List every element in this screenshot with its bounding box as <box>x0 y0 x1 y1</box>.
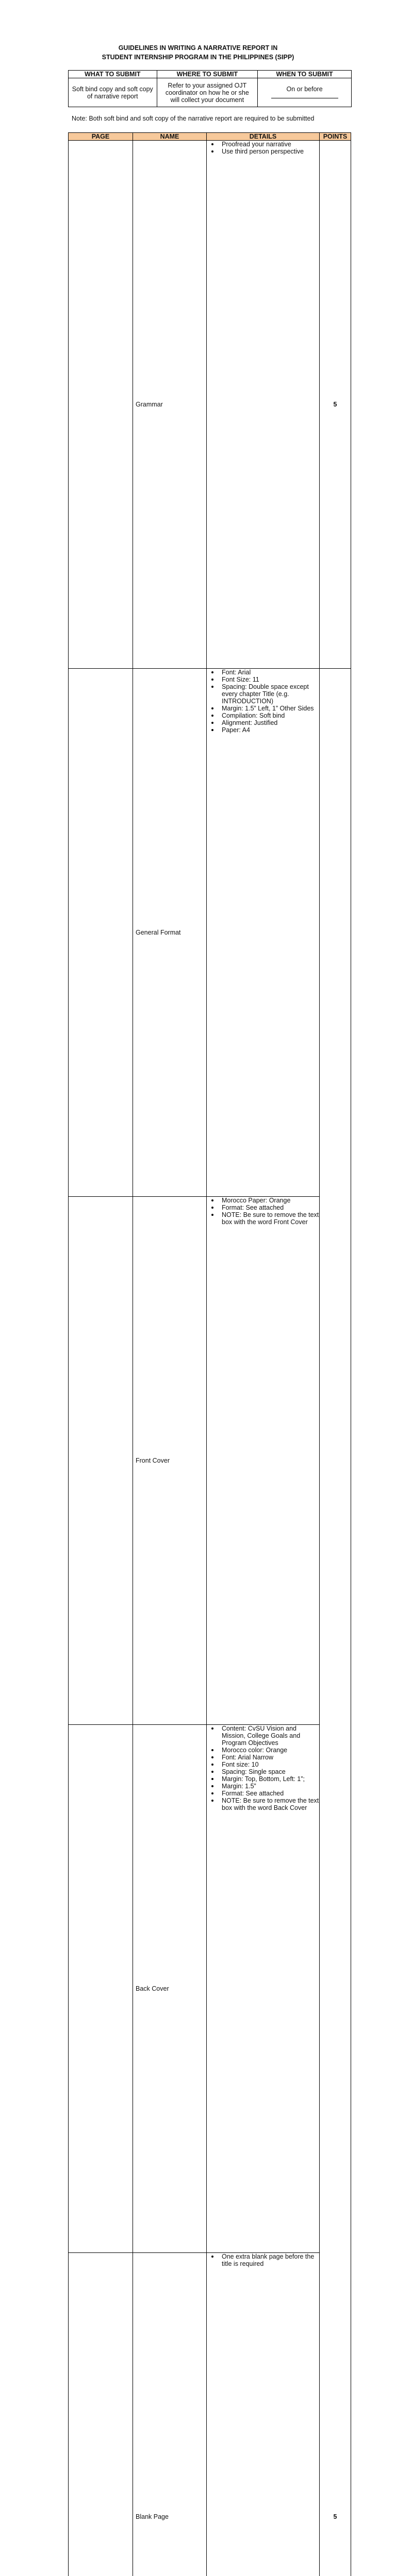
points-cell: 5 <box>320 669 351 2576</box>
detail-item: Margin: Top, Bottom, Left: 1”; <box>222 1775 319 1783</box>
name-cell: Blank Page <box>133 2253 207 2576</box>
details-cell <box>207 141 320 669</box>
header-when: WHEN TO SUBMIT <box>258 71 352 78</box>
header-name: NAME <box>133 133 207 141</box>
details-cell <box>207 1725 320 2253</box>
guidelines-body <box>69 141 351 2576</box>
document-title <box>0 43 396 62</box>
details-cell <box>207 2253 320 2576</box>
table-row <box>69 1197 351 1725</box>
header-points: POINTS <box>320 133 351 141</box>
note-text: Note: Both soft bind and soft copy of the narrative report are required to be submitted <box>72 114 360 123</box>
details-list <box>207 1725 319 1811</box>
page-cell <box>69 1725 133 2253</box>
detail-item: Format: See attached <box>222 1204 319 1211</box>
detail-item: Spacing: Single space <box>222 1768 319 1775</box>
detail-item: Proofread your narrative <box>222 141 319 148</box>
table-row <box>69 141 351 669</box>
detail-item: One extra blank page before the title is required <box>222 2253 319 2267</box>
detail-item: NOTE: Be sure to remove the text box with the word Front Cover <box>222 1211 319 1226</box>
detail-item: Format: See attached <box>222 1790 319 1797</box>
header-details: DETAILS <box>207 133 320 141</box>
table-row <box>69 2253 351 2576</box>
details-cell <box>207 669 320 1197</box>
name-cell: Back Cover <box>133 1725 207 2253</box>
table-row <box>69 1725 351 2253</box>
table-row <box>69 669 351 1197</box>
detail-item: Font: Arial Narrow <box>222 1754 319 1761</box>
details-list <box>207 669 319 734</box>
submission-row <box>69 78 352 107</box>
details-cell <box>207 1197 320 1725</box>
what-cell: Soft bind copy and soft copy of narrative report <box>69 78 157 107</box>
date-blank-line <box>271 93 338 98</box>
detail-item: Morocco color: Orange <box>222 1747 319 1754</box>
header-page: PAGE <box>69 133 133 141</box>
detail-item: Content: CvSU Vision and Mission, College Goals and Program Objectives <box>222 1725 319 1747</box>
detail-item: NOTE: Be sure to remove the text box with the word Back Cover <box>222 1797 319 1811</box>
guidelines-header-row <box>69 133 351 141</box>
page-cell <box>69 2253 133 2576</box>
submission-header-row <box>69 71 352 78</box>
detail-item: Font Size: 11 <box>222 676 319 683</box>
details-list <box>207 2253 319 2267</box>
detail-item: Spacing: Double space except every chapter Title (e.g. INTRODUCTION) <box>222 683 319 705</box>
page-cell <box>69 669 133 1197</box>
document-page <box>0 0 396 528</box>
detail-item: Font size: 10 <box>222 1761 319 1768</box>
page-cell <box>69 1197 133 1725</box>
name-cell: Front Cover <box>133 1197 207 1725</box>
when-cell <box>258 78 352 107</box>
header-what: WHAT TO SUBMIT <box>69 71 157 78</box>
points-cell: 5 <box>320 141 351 669</box>
guidelines-table <box>68 132 351 2576</box>
detail-item: Margin: 1.5” Left, 1” Other Sides <box>222 705 319 712</box>
details-list <box>207 1197 319 1226</box>
submission-table <box>68 70 352 107</box>
detail-item: Alignment: Justified <box>222 719 319 726</box>
title-line-1: GUIDELINES IN WRITING A NARRATIVE REPORT IN <box>0 43 396 53</box>
detail-item: Font: Arial <box>222 669 319 676</box>
detail-item: Use third person perspective <box>222 148 319 155</box>
name-cell: General Format <box>133 669 207 1197</box>
title-line-2: STUDENT INTERNSHIP PROGRAM IN THE PHILIPPINES (SIPP) <box>0 53 396 62</box>
name-cell: Grammar <box>133 141 207 669</box>
header-where: WHERE TO SUBMIT <box>157 71 258 78</box>
detail-item: Compilation: Soft bind <box>222 712 319 719</box>
when-text: On or before <box>261 86 348 93</box>
detail-item: Morocco Paper: Orange <box>222 1197 319 1204</box>
details-list <box>207 141 319 155</box>
page-cell <box>69 141 133 669</box>
detail-item: Paper: A4 <box>222 726 319 734</box>
detail-item: Margin: 1.5” <box>222 1783 319 1790</box>
where-cell: Refer to your assigned OJT coordinator on how he or she will collect your document <box>157 78 258 107</box>
